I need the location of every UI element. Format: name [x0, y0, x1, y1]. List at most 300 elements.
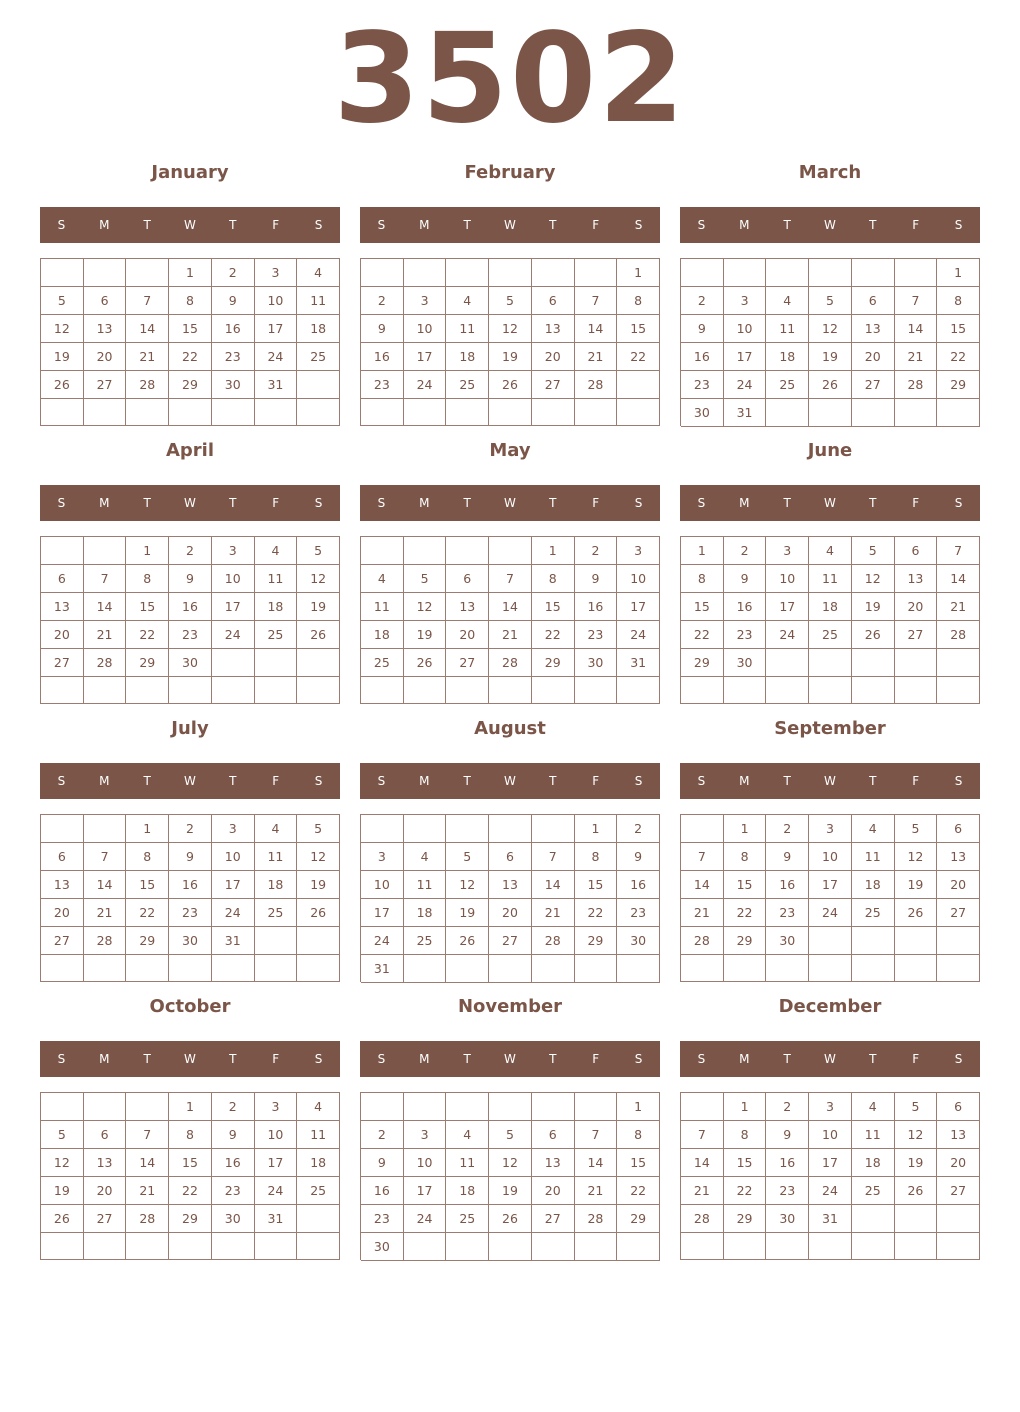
day-cell[interactable]: 9 [169, 843, 212, 871]
day-cell[interactable]: 24 [255, 1177, 298, 1205]
day-cell[interactable]: 26 [41, 1205, 84, 1233]
day-cell[interactable]: 7 [937, 537, 980, 565]
day-cell[interactable]: 23 [766, 1177, 809, 1205]
day-cell[interactable]: 6 [84, 1121, 127, 1149]
day-cell[interactable]: 17 [212, 593, 255, 621]
day-cell[interactable]: 5 [404, 565, 447, 593]
day-cell[interactable]: 21 [532, 899, 575, 927]
day-cell[interactable]: 3 [212, 537, 255, 565]
day-cell[interactable]: 8 [617, 287, 660, 315]
day-cell[interactable]: 18 [852, 871, 895, 899]
day-cell[interactable]: 9 [617, 843, 660, 871]
day-cell[interactable]: 16 [169, 871, 212, 899]
day-cell[interactable]: 14 [532, 871, 575, 899]
day-cell[interactable]: 15 [169, 315, 212, 343]
day-cell[interactable]: 12 [809, 315, 852, 343]
day-cell[interactable]: 24 [404, 371, 447, 399]
day-cell[interactable]: 29 [126, 649, 169, 677]
day-cell[interactable]: 3 [766, 537, 809, 565]
day-cell[interactable]: 25 [446, 1205, 489, 1233]
day-cell[interactable]: 7 [489, 565, 532, 593]
day-cell[interactable]: 5 [489, 287, 532, 315]
day-cell[interactable]: 14 [895, 315, 938, 343]
day-cell[interactable]: 8 [724, 843, 767, 871]
day-cell[interactable]: 3 [404, 1121, 447, 1149]
day-cell[interactable]: 15 [126, 593, 169, 621]
day-cell[interactable]: 17 [255, 315, 298, 343]
day-cell[interactable]: 11 [255, 565, 298, 593]
day-cell[interactable]: 20 [446, 621, 489, 649]
day-cell[interactable]: 10 [255, 1121, 298, 1149]
day-cell[interactable]: 16 [724, 593, 767, 621]
day-cell[interactable]: 10 [212, 565, 255, 593]
day-cell[interactable]: 4 [446, 1121, 489, 1149]
day-cell[interactable]: 27 [84, 1205, 127, 1233]
day-cell[interactable]: 9 [681, 315, 724, 343]
day-cell[interactable]: 25 [446, 371, 489, 399]
day-cell[interactable]: 31 [809, 1205, 852, 1233]
day-cell[interactable]: 20 [852, 343, 895, 371]
day-cell[interactable]: 11 [297, 287, 340, 315]
day-cell[interactable]: 23 [681, 371, 724, 399]
day-cell[interactable]: 22 [617, 343, 660, 371]
day-cell[interactable]: 19 [489, 1177, 532, 1205]
day-cell[interactable]: 19 [809, 343, 852, 371]
day-cell[interactable]: 8 [937, 287, 980, 315]
day-cell[interactable]: 23 [212, 1177, 255, 1205]
day-cell[interactable]: 16 [212, 1149, 255, 1177]
day-cell[interactable]: 22 [169, 343, 212, 371]
day-cell[interactable]: 12 [895, 843, 938, 871]
day-cell[interactable]: 16 [766, 1149, 809, 1177]
day-cell[interactable]: 3 [255, 1093, 298, 1121]
day-cell[interactable]: 15 [532, 593, 575, 621]
day-cell[interactable]: 15 [617, 315, 660, 343]
day-cell[interactable]: 3 [809, 815, 852, 843]
day-cell[interactable]: 15 [617, 1149, 660, 1177]
day-cell[interactable]: 1 [532, 537, 575, 565]
day-cell[interactable]: 21 [126, 1177, 169, 1205]
day-cell[interactable]: 10 [809, 843, 852, 871]
day-cell[interactable]: 27 [937, 899, 980, 927]
day-cell[interactable]: 19 [895, 1149, 938, 1177]
day-cell[interactable]: 21 [575, 1177, 618, 1205]
day-cell[interactable]: 6 [895, 537, 938, 565]
day-cell[interactable]: 22 [126, 621, 169, 649]
day-cell[interactable]: 27 [895, 621, 938, 649]
day-cell[interactable]: 14 [84, 593, 127, 621]
day-cell[interactable]: 15 [681, 593, 724, 621]
day-cell[interactable]: 14 [489, 593, 532, 621]
day-cell[interactable]: 13 [446, 593, 489, 621]
day-cell[interactable]: 11 [809, 565, 852, 593]
day-cell[interactable]: 7 [575, 287, 618, 315]
day-cell[interactable]: 14 [937, 565, 980, 593]
day-cell[interactable]: 2 [681, 287, 724, 315]
day-cell[interactable]: 13 [532, 1149, 575, 1177]
day-cell[interactable]: 17 [809, 1149, 852, 1177]
day-cell[interactable]: 9 [766, 843, 809, 871]
day-cell[interactable]: 25 [297, 343, 340, 371]
day-cell[interactable]: 25 [852, 899, 895, 927]
day-cell[interactable]: 15 [724, 1149, 767, 1177]
day-cell[interactable]: 28 [126, 1205, 169, 1233]
day-cell[interactable]: 27 [84, 371, 127, 399]
day-cell[interactable]: 10 [766, 565, 809, 593]
day-cell[interactable]: 1 [937, 259, 980, 287]
day-cell[interactable]: 26 [446, 927, 489, 955]
day-cell[interactable]: 12 [852, 565, 895, 593]
day-cell[interactable]: 2 [212, 259, 255, 287]
day-cell[interactable]: 19 [489, 343, 532, 371]
day-cell[interactable]: 6 [532, 1121, 575, 1149]
day-cell[interactable]: 22 [169, 1177, 212, 1205]
day-cell[interactable]: 14 [126, 1149, 169, 1177]
day-cell[interactable]: 19 [297, 871, 340, 899]
day-cell[interactable]: 25 [404, 927, 447, 955]
day-cell[interactable]: 30 [766, 1205, 809, 1233]
day-cell[interactable]: 14 [575, 1149, 618, 1177]
day-cell[interactable]: 18 [766, 343, 809, 371]
day-cell[interactable]: 27 [532, 1205, 575, 1233]
day-cell[interactable]: 21 [681, 899, 724, 927]
day-cell[interactable]: 29 [575, 927, 618, 955]
day-cell[interactable]: 13 [937, 843, 980, 871]
day-cell[interactable]: 30 [169, 927, 212, 955]
day-cell[interactable]: 30 [766, 927, 809, 955]
day-cell[interactable]: 10 [724, 315, 767, 343]
day-cell[interactable]: 25 [361, 649, 404, 677]
day-cell[interactable]: 22 [681, 621, 724, 649]
day-cell[interactable]: 14 [575, 315, 618, 343]
day-cell[interactable]: 11 [852, 1121, 895, 1149]
day-cell[interactable]: 4 [255, 537, 298, 565]
day-cell[interactable]: 1 [617, 259, 660, 287]
day-cell[interactable]: 21 [895, 343, 938, 371]
day-cell[interactable]: 24 [212, 621, 255, 649]
day-cell[interactable]: 21 [84, 621, 127, 649]
day-cell[interactable]: 7 [532, 843, 575, 871]
day-cell[interactable]: 31 [361, 955, 404, 983]
day-cell[interactable]: 7 [126, 287, 169, 315]
day-cell[interactable]: 1 [126, 815, 169, 843]
day-cell[interactable]: 30 [575, 649, 618, 677]
day-cell[interactable]: 20 [489, 899, 532, 927]
day-cell[interactable]: 10 [404, 1149, 447, 1177]
day-cell[interactable]: 4 [361, 565, 404, 593]
day-cell[interactable]: 15 [575, 871, 618, 899]
day-cell[interactable]: 29 [617, 1205, 660, 1233]
day-cell[interactable]: 19 [446, 899, 489, 927]
day-cell[interactable]: 8 [126, 565, 169, 593]
day-cell[interactable]: 25 [255, 621, 298, 649]
day-cell[interactable]: 12 [404, 593, 447, 621]
day-cell[interactable]: 22 [617, 1177, 660, 1205]
day-cell[interactable]: 12 [297, 565, 340, 593]
day-cell[interactable]: 2 [724, 537, 767, 565]
day-cell[interactable]: 2 [212, 1093, 255, 1121]
day-cell[interactable]: 29 [532, 649, 575, 677]
day-cell[interactable]: 8 [724, 1121, 767, 1149]
day-cell[interactable]: 9 [361, 315, 404, 343]
day-cell[interactable]: 4 [852, 815, 895, 843]
day-cell[interactable]: 26 [895, 899, 938, 927]
day-cell[interactable]: 31 [255, 371, 298, 399]
day-cell[interactable]: 18 [255, 593, 298, 621]
day-cell[interactable]: 27 [41, 927, 84, 955]
day-cell[interactable]: 28 [937, 621, 980, 649]
day-cell[interactable]: 23 [766, 899, 809, 927]
day-cell[interactable]: 12 [895, 1121, 938, 1149]
day-cell[interactable]: 17 [255, 1149, 298, 1177]
day-cell[interactable]: 6 [41, 843, 84, 871]
day-cell[interactable]: 23 [361, 1205, 404, 1233]
day-cell[interactable]: 20 [937, 871, 980, 899]
day-cell[interactable]: 9 [724, 565, 767, 593]
day-cell[interactable]: 11 [361, 593, 404, 621]
day-cell[interactable]: 5 [809, 287, 852, 315]
day-cell[interactable]: 26 [489, 371, 532, 399]
day-cell[interactable]: 10 [617, 565, 660, 593]
day-cell[interactable]: 7 [84, 565, 127, 593]
day-cell[interactable]: 4 [404, 843, 447, 871]
day-cell[interactable]: 22 [532, 621, 575, 649]
day-cell[interactable]: 27 [41, 649, 84, 677]
day-cell[interactable]: 28 [681, 1205, 724, 1233]
day-cell[interactable]: 11 [297, 1121, 340, 1149]
day-cell[interactable]: 17 [724, 343, 767, 371]
day-cell[interactable]: 25 [809, 621, 852, 649]
day-cell[interactable]: 5 [41, 287, 84, 315]
day-cell[interactable]: 17 [809, 871, 852, 899]
day-cell[interactable]: 3 [255, 259, 298, 287]
day-cell[interactable]: 6 [41, 565, 84, 593]
day-cell[interactable]: 31 [617, 649, 660, 677]
day-cell[interactable]: 19 [852, 593, 895, 621]
day-cell[interactable]: 16 [212, 315, 255, 343]
day-cell[interactable]: 18 [446, 1177, 489, 1205]
day-cell[interactable]: 3 [617, 537, 660, 565]
day-cell[interactable]: 2 [575, 537, 618, 565]
day-cell[interactable]: 27 [532, 371, 575, 399]
day-cell[interactable]: 2 [169, 815, 212, 843]
day-cell[interactable]: 22 [724, 1177, 767, 1205]
day-cell[interactable]: 7 [126, 1121, 169, 1149]
day-cell[interactable]: 1 [681, 537, 724, 565]
day-cell[interactable]: 8 [532, 565, 575, 593]
day-cell[interactable]: 18 [255, 871, 298, 899]
day-cell[interactable]: 20 [84, 1177, 127, 1205]
day-cell[interactable]: 24 [212, 899, 255, 927]
day-cell[interactable]: 16 [361, 343, 404, 371]
day-cell[interactable]: 7 [895, 287, 938, 315]
day-cell[interactable]: 21 [84, 899, 127, 927]
day-cell[interactable]: 11 [766, 315, 809, 343]
day-cell[interactable]: 24 [404, 1205, 447, 1233]
day-cell[interactable]: 18 [297, 315, 340, 343]
day-cell[interactable]: 8 [617, 1121, 660, 1149]
day-cell[interactable]: 20 [41, 621, 84, 649]
day-cell[interactable]: 23 [169, 621, 212, 649]
day-cell[interactable]: 17 [361, 899, 404, 927]
day-cell[interactable]: 28 [489, 649, 532, 677]
day-cell[interactable]: 14 [84, 871, 127, 899]
day-cell[interactable]: 10 [212, 843, 255, 871]
day-cell[interactable]: 3 [361, 843, 404, 871]
day-cell[interactable]: 26 [404, 649, 447, 677]
day-cell[interactable]: 22 [937, 343, 980, 371]
day-cell[interactable]: 28 [575, 1205, 618, 1233]
day-cell[interactable]: 23 [724, 621, 767, 649]
day-cell[interactable]: 23 [617, 899, 660, 927]
day-cell[interactable]: 24 [617, 621, 660, 649]
day-cell[interactable]: 21 [681, 1177, 724, 1205]
day-cell[interactable]: 30 [361, 1233, 404, 1261]
day-cell[interactable]: 30 [617, 927, 660, 955]
day-cell[interactable]: 20 [41, 899, 84, 927]
day-cell[interactable]: 28 [681, 927, 724, 955]
day-cell[interactable]: 30 [724, 649, 767, 677]
day-cell[interactable]: 30 [681, 399, 724, 427]
day-cell[interactable]: 2 [766, 1093, 809, 1121]
day-cell[interactable]: 19 [297, 593, 340, 621]
day-cell[interactable]: 9 [169, 565, 212, 593]
day-cell[interactable]: 15 [169, 1149, 212, 1177]
day-cell[interactable]: 9 [766, 1121, 809, 1149]
day-cell[interactable]: 5 [41, 1121, 84, 1149]
day-cell[interactable]: 24 [361, 927, 404, 955]
day-cell[interactable]: 8 [169, 1121, 212, 1149]
day-cell[interactable]: 15 [126, 871, 169, 899]
day-cell[interactable]: 7 [575, 1121, 618, 1149]
day-cell[interactable]: 20 [84, 343, 127, 371]
day-cell[interactable]: 22 [724, 899, 767, 927]
day-cell[interactable]: 6 [84, 287, 127, 315]
day-cell[interactable]: 17 [404, 1177, 447, 1205]
day-cell[interactable]: 6 [937, 815, 980, 843]
day-cell[interactable]: 11 [404, 871, 447, 899]
day-cell[interactable]: 11 [446, 315, 489, 343]
day-cell[interactable]: 16 [361, 1177, 404, 1205]
day-cell[interactable]: 20 [532, 343, 575, 371]
day-cell[interactable]: 19 [895, 871, 938, 899]
day-cell[interactable]: 12 [297, 843, 340, 871]
day-cell[interactable]: 1 [169, 259, 212, 287]
day-cell[interactable]: 6 [532, 287, 575, 315]
day-cell[interactable]: 13 [84, 315, 127, 343]
day-cell[interactable]: 26 [852, 621, 895, 649]
day-cell[interactable]: 23 [212, 343, 255, 371]
day-cell[interactable]: 27 [852, 371, 895, 399]
day-cell[interactable]: 25 [297, 1177, 340, 1205]
day-cell[interactable]: 10 [361, 871, 404, 899]
day-cell[interactable]: 28 [532, 927, 575, 955]
day-cell[interactable]: 5 [446, 843, 489, 871]
day-cell[interactable]: 26 [297, 621, 340, 649]
day-cell[interactable]: 12 [446, 871, 489, 899]
day-cell[interactable]: 26 [895, 1177, 938, 1205]
day-cell[interactable]: 30 [169, 649, 212, 677]
day-cell[interactable]: 4 [766, 287, 809, 315]
day-cell[interactable]: 9 [361, 1149, 404, 1177]
day-cell[interactable]: 4 [446, 287, 489, 315]
day-cell[interactable]: 4 [809, 537, 852, 565]
day-cell[interactable]: 23 [169, 899, 212, 927]
day-cell[interactable]: 17 [404, 343, 447, 371]
day-cell[interactable]: 31 [255, 1205, 298, 1233]
day-cell[interactable]: 1 [724, 815, 767, 843]
day-cell[interactable]: 10 [404, 315, 447, 343]
day-cell[interactable]: 1 [575, 815, 618, 843]
day-cell[interactable]: 26 [809, 371, 852, 399]
day-cell[interactable]: 26 [297, 899, 340, 927]
day-cell[interactable]: 21 [575, 343, 618, 371]
day-cell[interactable]: 29 [126, 927, 169, 955]
day-cell[interactable]: 6 [852, 287, 895, 315]
day-cell[interactable]: 7 [681, 843, 724, 871]
day-cell[interactable]: 12 [489, 1149, 532, 1177]
day-cell[interactable]: 3 [212, 815, 255, 843]
day-cell[interactable]: 3 [724, 287, 767, 315]
day-cell[interactable]: 13 [895, 565, 938, 593]
day-cell[interactable]: 5 [852, 537, 895, 565]
day-cell[interactable]: 3 [404, 287, 447, 315]
day-cell[interactable]: 9 [575, 565, 618, 593]
day-cell[interactable]: 28 [84, 927, 127, 955]
day-cell[interactable]: 13 [41, 593, 84, 621]
day-cell[interactable]: 31 [212, 927, 255, 955]
day-cell[interactable]: 29 [724, 927, 767, 955]
day-cell[interactable]: 24 [724, 371, 767, 399]
day-cell[interactable]: 28 [126, 371, 169, 399]
day-cell[interactable]: 4 [255, 815, 298, 843]
day-cell[interactable]: 29 [169, 1205, 212, 1233]
day-cell[interactable]: 22 [575, 899, 618, 927]
day-cell[interactable]: 29 [937, 371, 980, 399]
day-cell[interactable]: 21 [937, 593, 980, 621]
day-cell[interactable]: 26 [489, 1205, 532, 1233]
day-cell[interactable]: 14 [681, 871, 724, 899]
day-cell[interactable]: 8 [681, 565, 724, 593]
day-cell[interactable]: 14 [681, 1149, 724, 1177]
day-cell[interactable]: 25 [766, 371, 809, 399]
day-cell[interactable]: 17 [212, 871, 255, 899]
day-cell[interactable]: 6 [937, 1093, 980, 1121]
day-cell[interactable]: 19 [404, 621, 447, 649]
day-cell[interactable]: 12 [489, 315, 532, 343]
day-cell[interactable]: 24 [809, 899, 852, 927]
day-cell[interactable]: 11 [852, 843, 895, 871]
day-cell[interactable]: 31 [724, 399, 767, 427]
day-cell[interactable]: 1 [126, 537, 169, 565]
day-cell[interactable]: 29 [169, 371, 212, 399]
day-cell[interactable]: 15 [724, 871, 767, 899]
day-cell[interactable]: 4 [297, 1093, 340, 1121]
day-cell[interactable]: 4 [297, 259, 340, 287]
day-cell[interactable]: 20 [895, 593, 938, 621]
day-cell[interactable]: 2 [766, 815, 809, 843]
day-cell[interactable]: 21 [126, 343, 169, 371]
day-cell[interactable]: 24 [255, 343, 298, 371]
day-cell[interactable]: 30 [212, 1205, 255, 1233]
day-cell[interactable]: 12 [41, 1149, 84, 1177]
day-cell[interactable]: 16 [766, 871, 809, 899]
day-cell[interactable]: 16 [681, 343, 724, 371]
day-cell[interactable]: 16 [575, 593, 618, 621]
day-cell[interactable]: 1 [724, 1093, 767, 1121]
day-cell[interactable]: 5 [895, 1093, 938, 1121]
day-cell[interactable]: 8 [575, 843, 618, 871]
